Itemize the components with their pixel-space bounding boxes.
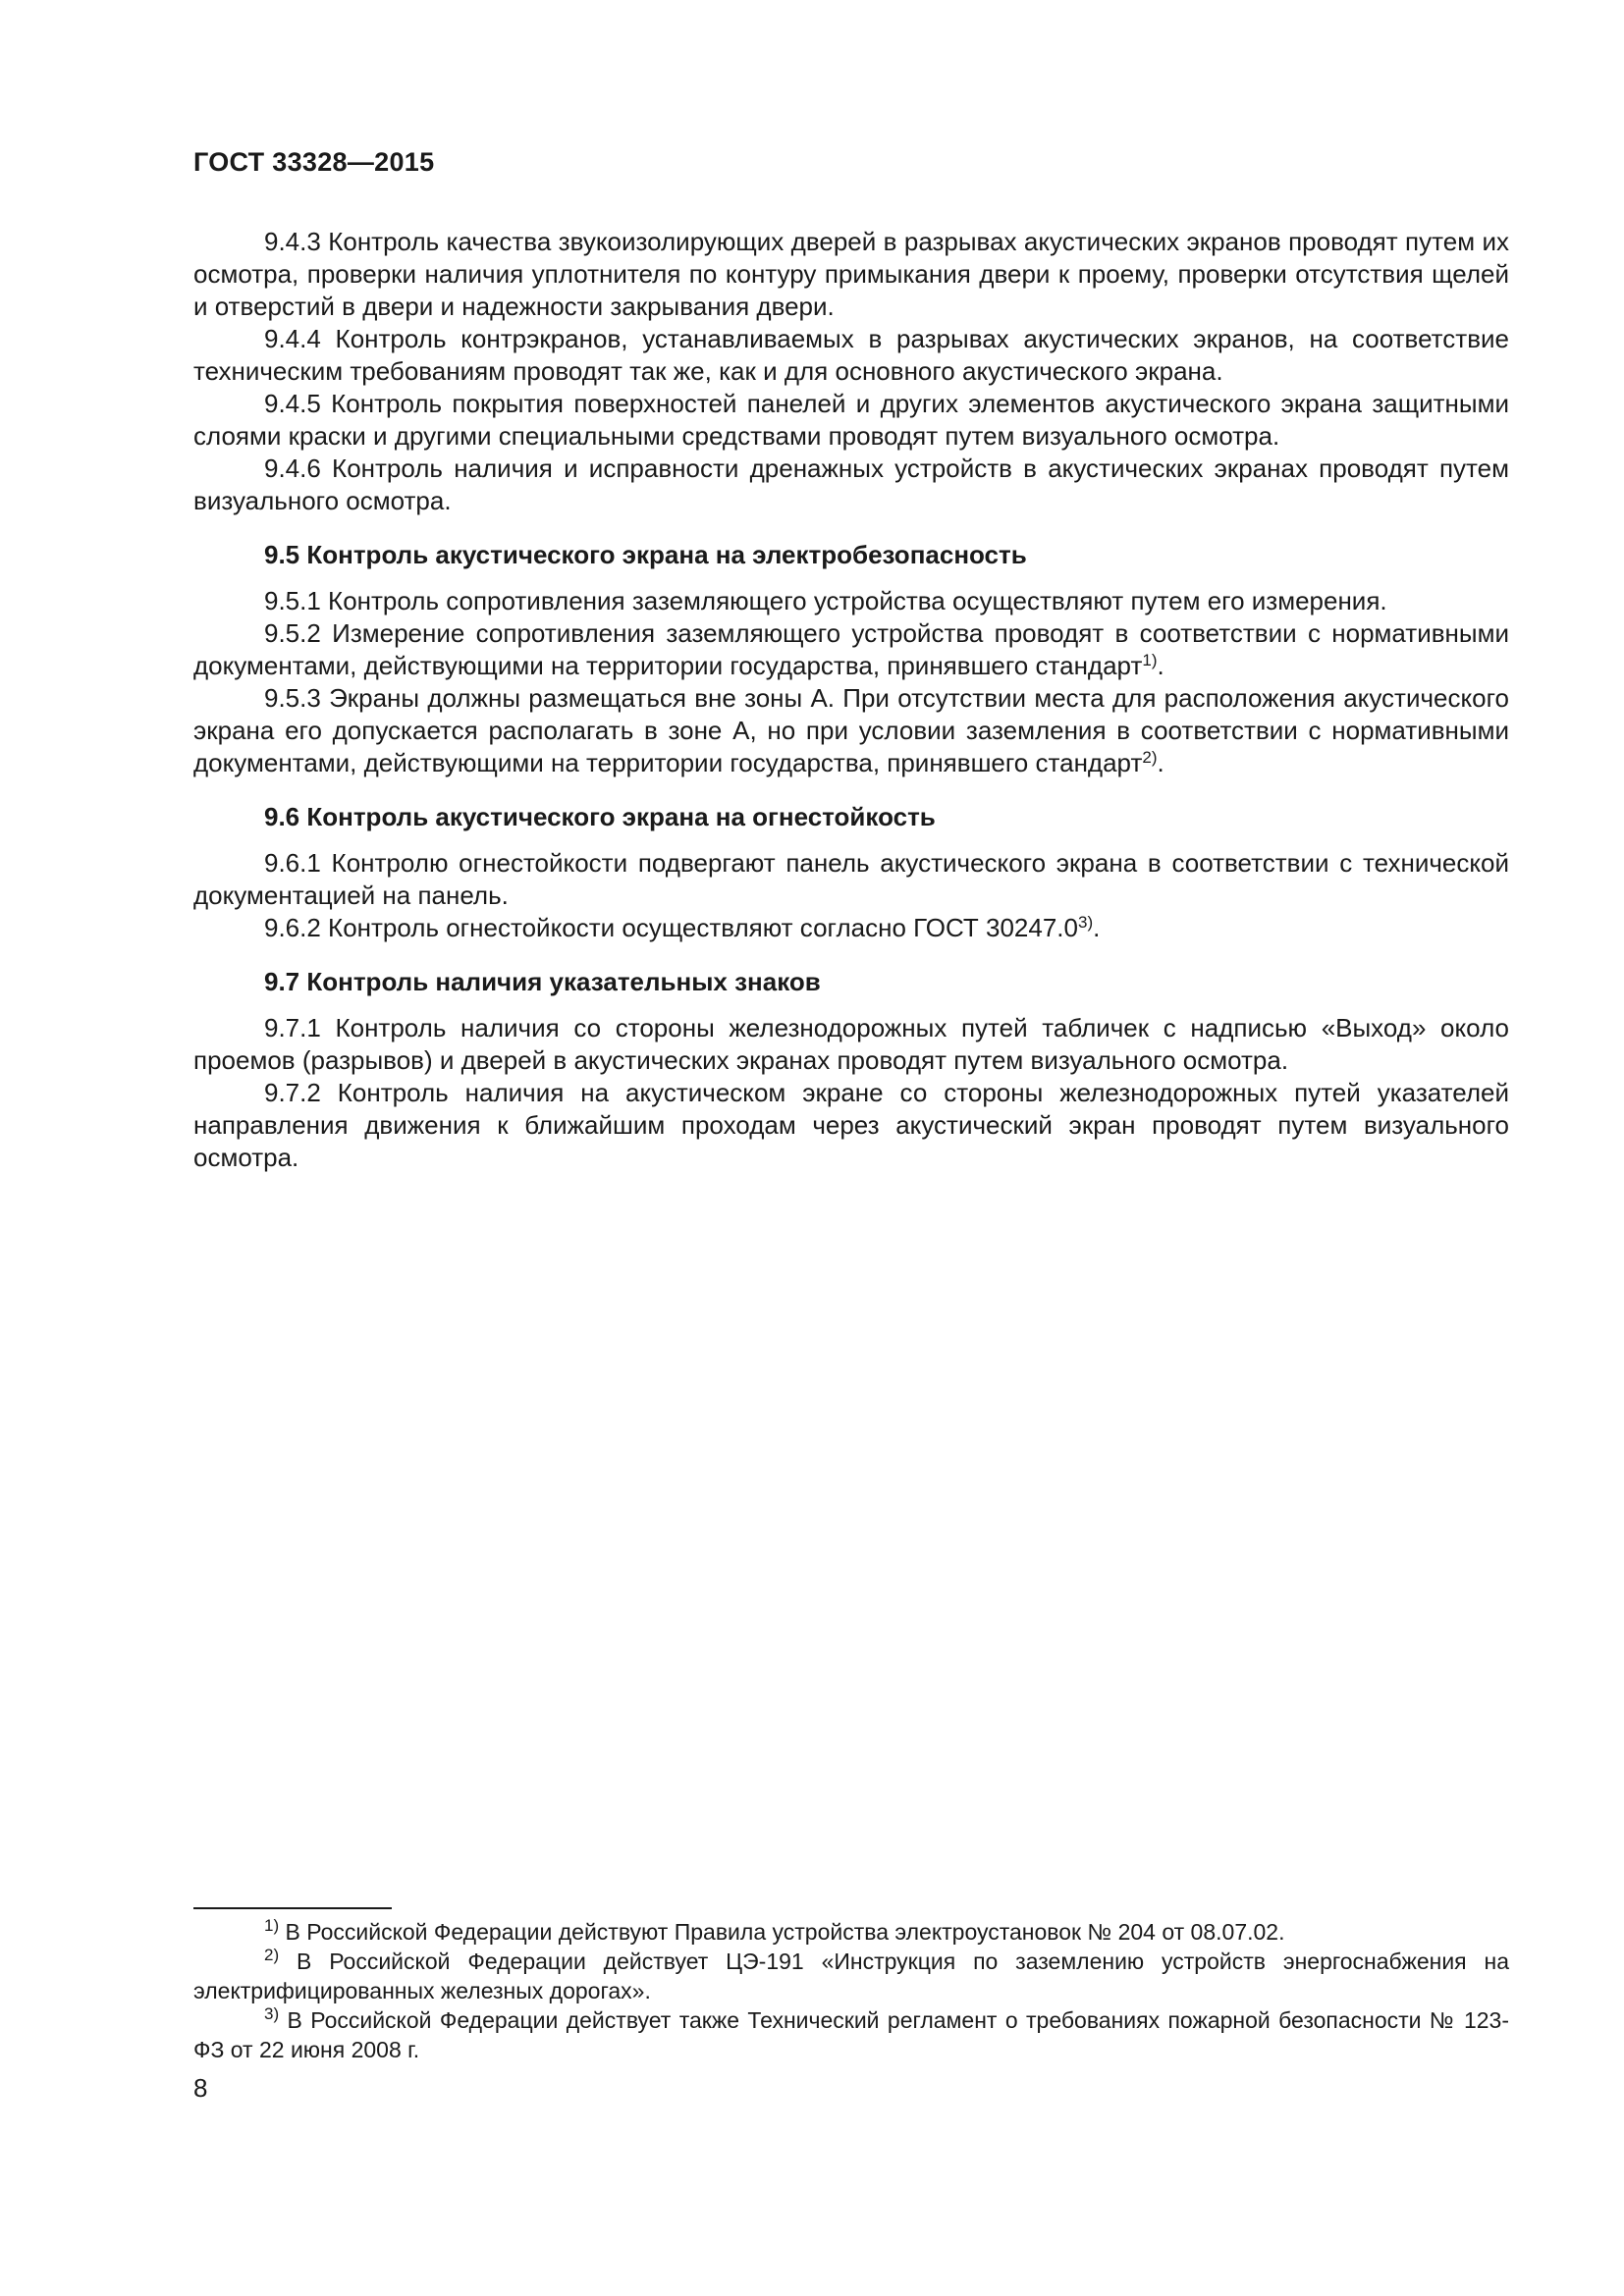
paragraph-9-7-2: 9.7.2 Контроль наличия на акустическом экране со стороны железнодорожных путей указателей направления движения к ближайшим проходам через акустический экран проводят путем визуального осмотра.: [193, 1078, 1509, 1172]
paragraph-9-4-4: 9.4.4 Контроль контрэкранов, устанавливаемых в разрывах акустических экранов, на соответствие техническим требованиям проводят так же, как и для основного акустического экрана.: [193, 324, 1509, 386]
footnote-1: [193, 1917, 1509, 1947]
footnote-mark: 1): [264, 1916, 280, 1935]
paragraph-text: 9.5.3 Экраны должны размещаться вне зоны А. При отсутствии места для расположения акустического экрана его допускается располагать в зоне А, но при условии заземления в соответствии с нормативными документами, действующими на территории государства, принявшего стандарт: [193, 683, 1509, 777]
document-body: [193, 226, 1509, 1174]
footnote-mark: 3): [264, 2004, 280, 2023]
paragraph-9-5-1: 9.5.1 Контроль сопротивления заземляющего устройства осуществляют путем его измерения.: [264, 586, 1387, 615]
footnote-2: [193, 1947, 1509, 2005]
paragraph-9-4-3: 9.4.3 Контроль качества звукоизолирующих дверей в разрывах акустических экранов проводят путем их осмотра, проверки наличия уплотнителя по контуру примыкания двери к проему, проверки отсутствия щелей и отверстий в двери и надежности закрывания двери.: [193, 227, 1509, 321]
footnote-text: В Российской Федерации действует также Технический регламент о требованиях пожарной безопасности № 123-ФЗ от 22 июня 2008 г.: [193, 2007, 1510, 2062]
paragraph-9-4-5: 9.4.5 Контроль покрытия поверхностей панелей и других элементов акустического экрана защитными слоями краски и другими специальными средствами проводят путем визуального осмотра.: [193, 389, 1509, 451]
footnote-mark: 2): [264, 1946, 280, 1964]
footnote-text: В Российской Федерации действует ЦЭ-191 «Инструкция по заземлению устройств энергоснабжения на электрифицированных железных дорогах».: [193, 1949, 1509, 2003]
paragraph-9-5-3: 9.5.3 Экраны должны размещаться вне зоны А. При отсутствии места для расположения акустического экрана его допускается располагать в зоне А, но при условии заземления в соответствии с нормативными документами, действующими на территории государства, принявшего стандарт$^{2)}$.: [193, 683, 1509, 777]
footnotes: [193, 1917, 1509, 2064]
footnote-ref[interactable]: 2): [1142, 748, 1158, 767]
footnote-divider: [193, 1907, 392, 1909]
section-heading-9-6: 9.6 Контроль акустического экрана на огнестойкость: [264, 802, 936, 831]
footnote-ref[interactable]: 3): [1078, 913, 1094, 932]
footnote-3: [193, 2005, 1509, 2064]
page-number: 8: [193, 2073, 208, 2103]
paragraph-9-4-6: 9.4.6 Контроль наличия и исправности дренажных устройств в акустических экранах проводят путем визуального осмотра.: [193, 454, 1509, 515]
document-header: ГОСТ 33328—2015: [193, 147, 435, 177]
paragraph-9-6-2: 9.6.2 Контроль огнестойкости осуществляют согласно ГОСТ 30247.0$^{3)}$.: [264, 913, 1101, 942]
paragraph-9-6-1: 9.6.1 Контролю огнестойкости подвергают панель акустического экрана в соответствии с технической документацией на панель.: [193, 848, 1509, 910]
paragraph-text: 9.6.2 Контроль огнестойкости осуществляют согласно ГОСТ 30247.0: [264, 913, 1078, 942]
section-heading-9-5: 9.5 Контроль акустического экрана на электробезопасность: [264, 540, 1027, 569]
paragraph-9-7-1: 9.7.1 Контроль наличия со стороны железнодорожных путей табличек с надписью «Выход» около проемов (разрывов) и дверей в акустических экранах проводят путем визуального осмотра.: [193, 1013, 1509, 1075]
paragraph-9-5-2: 9.5.2 Измерение сопротивления заземляющего устройства проводят в соответствии с нормативными документами, действующими на территории государства, принявшего стандарт$^{1)}$.: [193, 618, 1509, 680]
paragraph-text: 9.5.2 Измерение сопротивления заземляющего устройства проводят в соответствии с нормативными документами, действующими на территории государства, принявшего стандарт: [193, 618, 1509, 680]
footnote-text: В Российской Федерации действуют Правила устройства электроустановок № 204 от 08.07.02.: [285, 1919, 1285, 1945]
section-heading-9-7: 9.7 Контроль наличия указательных знаков: [264, 967, 821, 996]
footnote-ref[interactable]: 1): [1142, 651, 1158, 669]
